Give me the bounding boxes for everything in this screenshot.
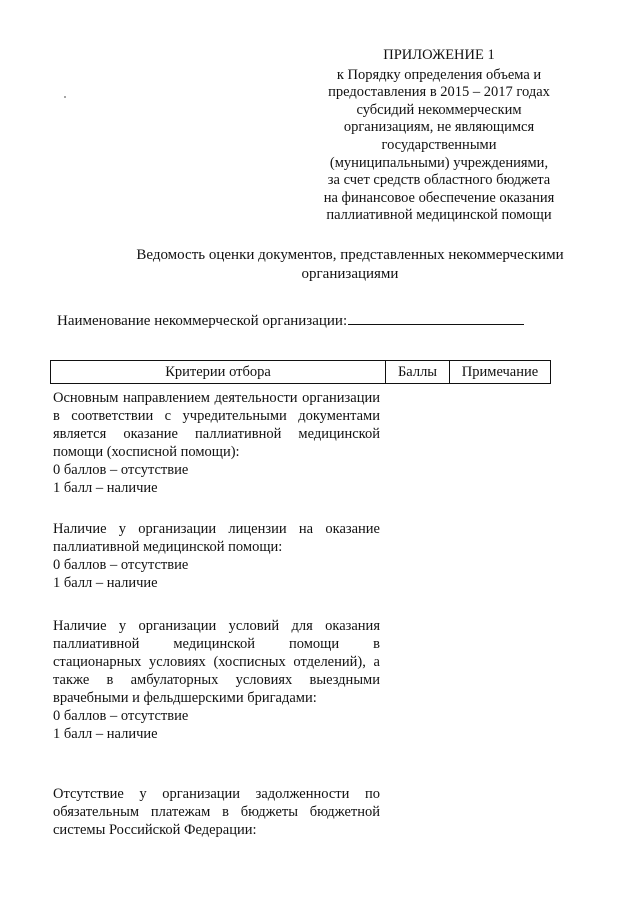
criterion-text: Отсутствие у организации задолженности по обязательным платежам в бюджеты бюджетной системы Российской Федерации: [53,786,380,838]
appendix-line: за счет средств областного бюджета [327,172,551,189]
criterion-block [53,785,380,839]
criterion-text: Основным направлением деятельности организации в соответствии с учредительными документами является оказание паллиативной медицинской помощи (хосписной помощи): [53,390,380,460]
criterion-text: Наличие у организации условий для оказания паллиативной медицинской помощи в стационарных условиях (хосписных отделений), а также в амбулаторных условиях выездными врачебными и фельдшерскими бригадами: [53,618,380,706]
appendix-line: на финансовое обеспечение оказания [323,189,555,206]
appendix-line: к Порядку определения объема и [336,66,542,83]
scan-speck [64,96,66,98]
table-header-row [50,360,551,384]
appendix-line: предоставления в 2015 – 2017 годах [328,84,550,101]
criterion-option: 1 балл – наличие [53,575,158,591]
appendix-header [308,47,570,225]
criterion-text: Наличие у организации лицензии на оказание паллиативной медицинской помощи: [53,521,380,555]
criterion-block [53,617,380,743]
organization-name-label: Наименование некоммерческой организации: [57,313,348,329]
appendix-line: субсидий некоммерческим [356,101,522,118]
document-title [80,246,620,284]
criterion-option: 0 баллов – отсутствие [53,708,189,724]
table-header-criteria: Критерии отбора [51,361,386,383]
document-title-line-2: организациями [301,266,399,282]
appendix-line: государственными [381,136,497,153]
criterion-option: 1 балл – наличие [53,726,158,742]
criterion-option: 1 балл – наличие [53,480,158,496]
organization-name-blank [348,310,524,325]
appendix-line: (муниципальными) учреждениями, [329,154,549,171]
table-header-note: Примечание [461,363,539,380]
appendix-line: паллиативной медицинской помощи [326,207,552,224]
organization-name-row [57,310,524,330]
criterion-option: 0 баллов – отсутствие [53,557,189,573]
criterion-block [53,389,380,497]
criterion-block [53,520,380,592]
appendix-heading: ПРИЛОЖЕНИЕ 1 [383,47,495,63]
appendix-line: организациям, не являющимся [343,119,535,136]
table-header-score: Баллы [386,361,450,383]
criterion-option: 0 баллов – отсутствие [53,462,189,478]
document-title-line-1: Ведомость оценки документов, представленных некоммерческими [136,247,564,263]
